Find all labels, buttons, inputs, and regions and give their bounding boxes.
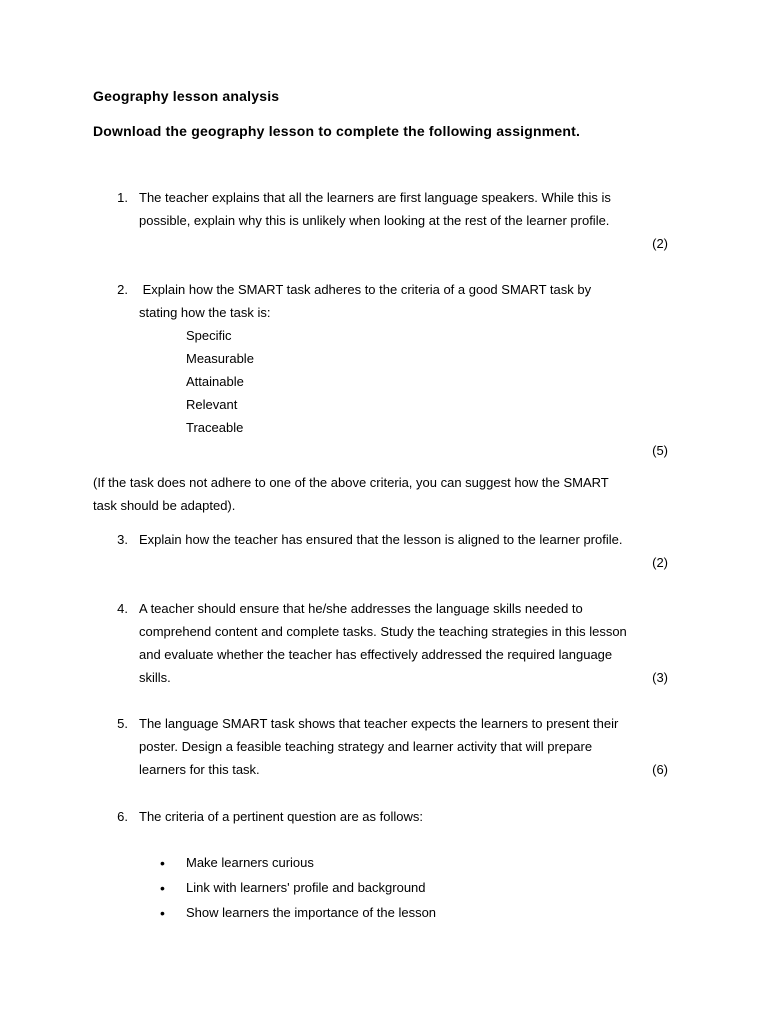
question-marks: (2) — [652, 555, 668, 570]
criteria-item: Relevant — [186, 397, 238, 412]
question-text: Explain how the SMART task adheres to the criteria of a good SMART task by — [139, 282, 592, 297]
question-note: task should be adapted). — [93, 498, 236, 513]
question-note: (If the task does not adhere to one of the above criteria, you can suggest how the SMART — [93, 475, 609, 490]
question-number: 3. — [117, 532, 128, 547]
question-number: 6. — [117, 809, 128, 824]
question-text: learners for this task. — [139, 762, 260, 777]
question-text: The criteria of a pertinent question are as follows: — [139, 809, 423, 824]
question-text: and evaluate whether the teacher has effectively addressed the required language — [139, 647, 613, 662]
question-text: A teacher should ensure that he/she addresses the language skills needed to — [139, 601, 583, 616]
question-text: Explain how the teacher has ensured that the lesson is aligned to the learner profile. — [139, 532, 623, 547]
question-text: stating how the task is: — [139, 305, 271, 320]
question-text: possible, explain why this is unlikely when looking at the rest of the learner profile. — [139, 213, 610, 228]
question-text: The language SMART task shows that teacher expects the learners to present their — [139, 716, 619, 731]
question-marks: (3) — [652, 670, 668, 685]
criteria-item: Attainable — [186, 374, 244, 389]
bullet-item: Link with learners' profile and background — [186, 880, 426, 895]
criteria-item: Measurable — [186, 351, 254, 366]
bullet-icon: • — [160, 880, 165, 896]
assignment-instruction: Download the geography lesson to complete the following assignment. — [93, 123, 581, 139]
criteria-item: Traceable — [186, 420, 244, 435]
bullet-item: Show learners the importance of the lesson — [186, 905, 437, 920]
question-number: 1. — [117, 190, 128, 205]
criteria-item: Specific — [186, 328, 232, 343]
bullet-item: Make learners curious — [186, 855, 314, 870]
question-marks: (6) — [652, 762, 668, 777]
question-number: 2. — [117, 282, 128, 297]
question-number: 4. — [117, 601, 128, 616]
question-text: skills. — [139, 670, 171, 685]
document-title: Geography lesson analysis — [93, 88, 280, 104]
question-marks: (2) — [652, 236, 668, 251]
question-text: The teacher explains that all the learners are first language speakers. While this is — [139, 190, 611, 205]
bullet-icon: • — [160, 905, 165, 921]
question-number: 5. — [117, 716, 128, 731]
question-marks: (5) — [652, 443, 668, 458]
bullet-icon: • — [160, 855, 165, 871]
question-text: comprehend content and complete tasks. Study the teaching strategies in this lesson — [139, 624, 627, 639]
question-text: poster. Design a feasible teaching strategy and learner activity that will prepare — [139, 739, 593, 754]
